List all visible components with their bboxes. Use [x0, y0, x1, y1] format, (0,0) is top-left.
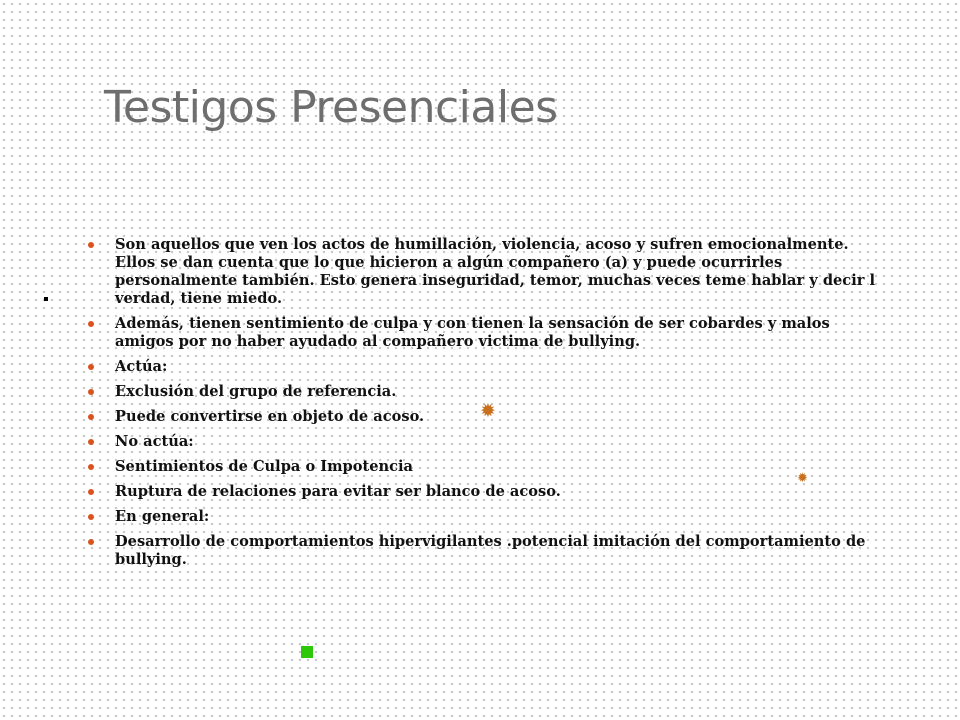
- list-item: [88, 508, 878, 526]
- bullet-dot-icon: [88, 514, 94, 520]
- bullet-dot-icon: [88, 389, 94, 395]
- green-square-icon: [301, 646, 313, 658]
- list-item: [88, 315, 878, 351]
- list-item: [88, 358, 878, 376]
- list-item: [88, 433, 878, 451]
- bullet-dot-icon: [88, 539, 94, 545]
- list-item-text: Actúa:: [115, 358, 168, 375]
- bullet-dot-icon: [88, 464, 94, 470]
- list-item-text: Ruptura de relaciones para evitar ser blanco de acoso.: [115, 483, 561, 500]
- list-item-text: Además, tienen sentimiento de culpa y con tienen la sensación de ser cobardes y malos amigos por no haber ayudado al compañero victima de bullying.: [115, 315, 830, 350]
- list-item: [88, 383, 878, 401]
- list-item: [88, 236, 878, 308]
- starburst-icon: ✹: [797, 471, 808, 486]
- bullet-dot-icon: [88, 242, 94, 248]
- list-item: [88, 483, 878, 501]
- list-item-text: Son aquellos que ven los actos de humillación, violencia, acoso y sufren emocionalmente. Ellos se dan cuenta que lo que hicieron a algún compañero (a) y puede ocurrirles personalmente también. Esto genera inseguridad, temor, muchas veces teme hablar y decir l verdad, tiene miedo.: [115, 236, 876, 307]
- bullet-dot-icon: [88, 489, 94, 495]
- bullet-dot-icon: [88, 414, 94, 420]
- slide-title: Testigos Presenciales: [104, 82, 558, 133]
- bullet-dot-icon: [88, 321, 94, 327]
- list-item-text: Puede convertirse en objeto de acoso.: [115, 408, 425, 425]
- list-item-text: Exclusión del grupo de referencia.: [115, 383, 397, 400]
- list-item-text: Sentimientos de Culpa o Impotencia: [115, 458, 413, 475]
- starburst-icon: ✹: [480, 400, 496, 422]
- list-item-text: Desarrollo de comportamientos hipervigilantes .potencial imitación del comportamiento de bullying.: [115, 533, 866, 568]
- bullet-dot-icon: [88, 364, 94, 370]
- list-item-text: No actúa:: [115, 433, 194, 450]
- bullet-dot-icon: [88, 439, 94, 445]
- list-item-text: En general:: [115, 508, 210, 525]
- black-square-icon: [44, 297, 48, 301]
- list-item: [88, 533, 878, 569]
- list-item: [88, 458, 878, 476]
